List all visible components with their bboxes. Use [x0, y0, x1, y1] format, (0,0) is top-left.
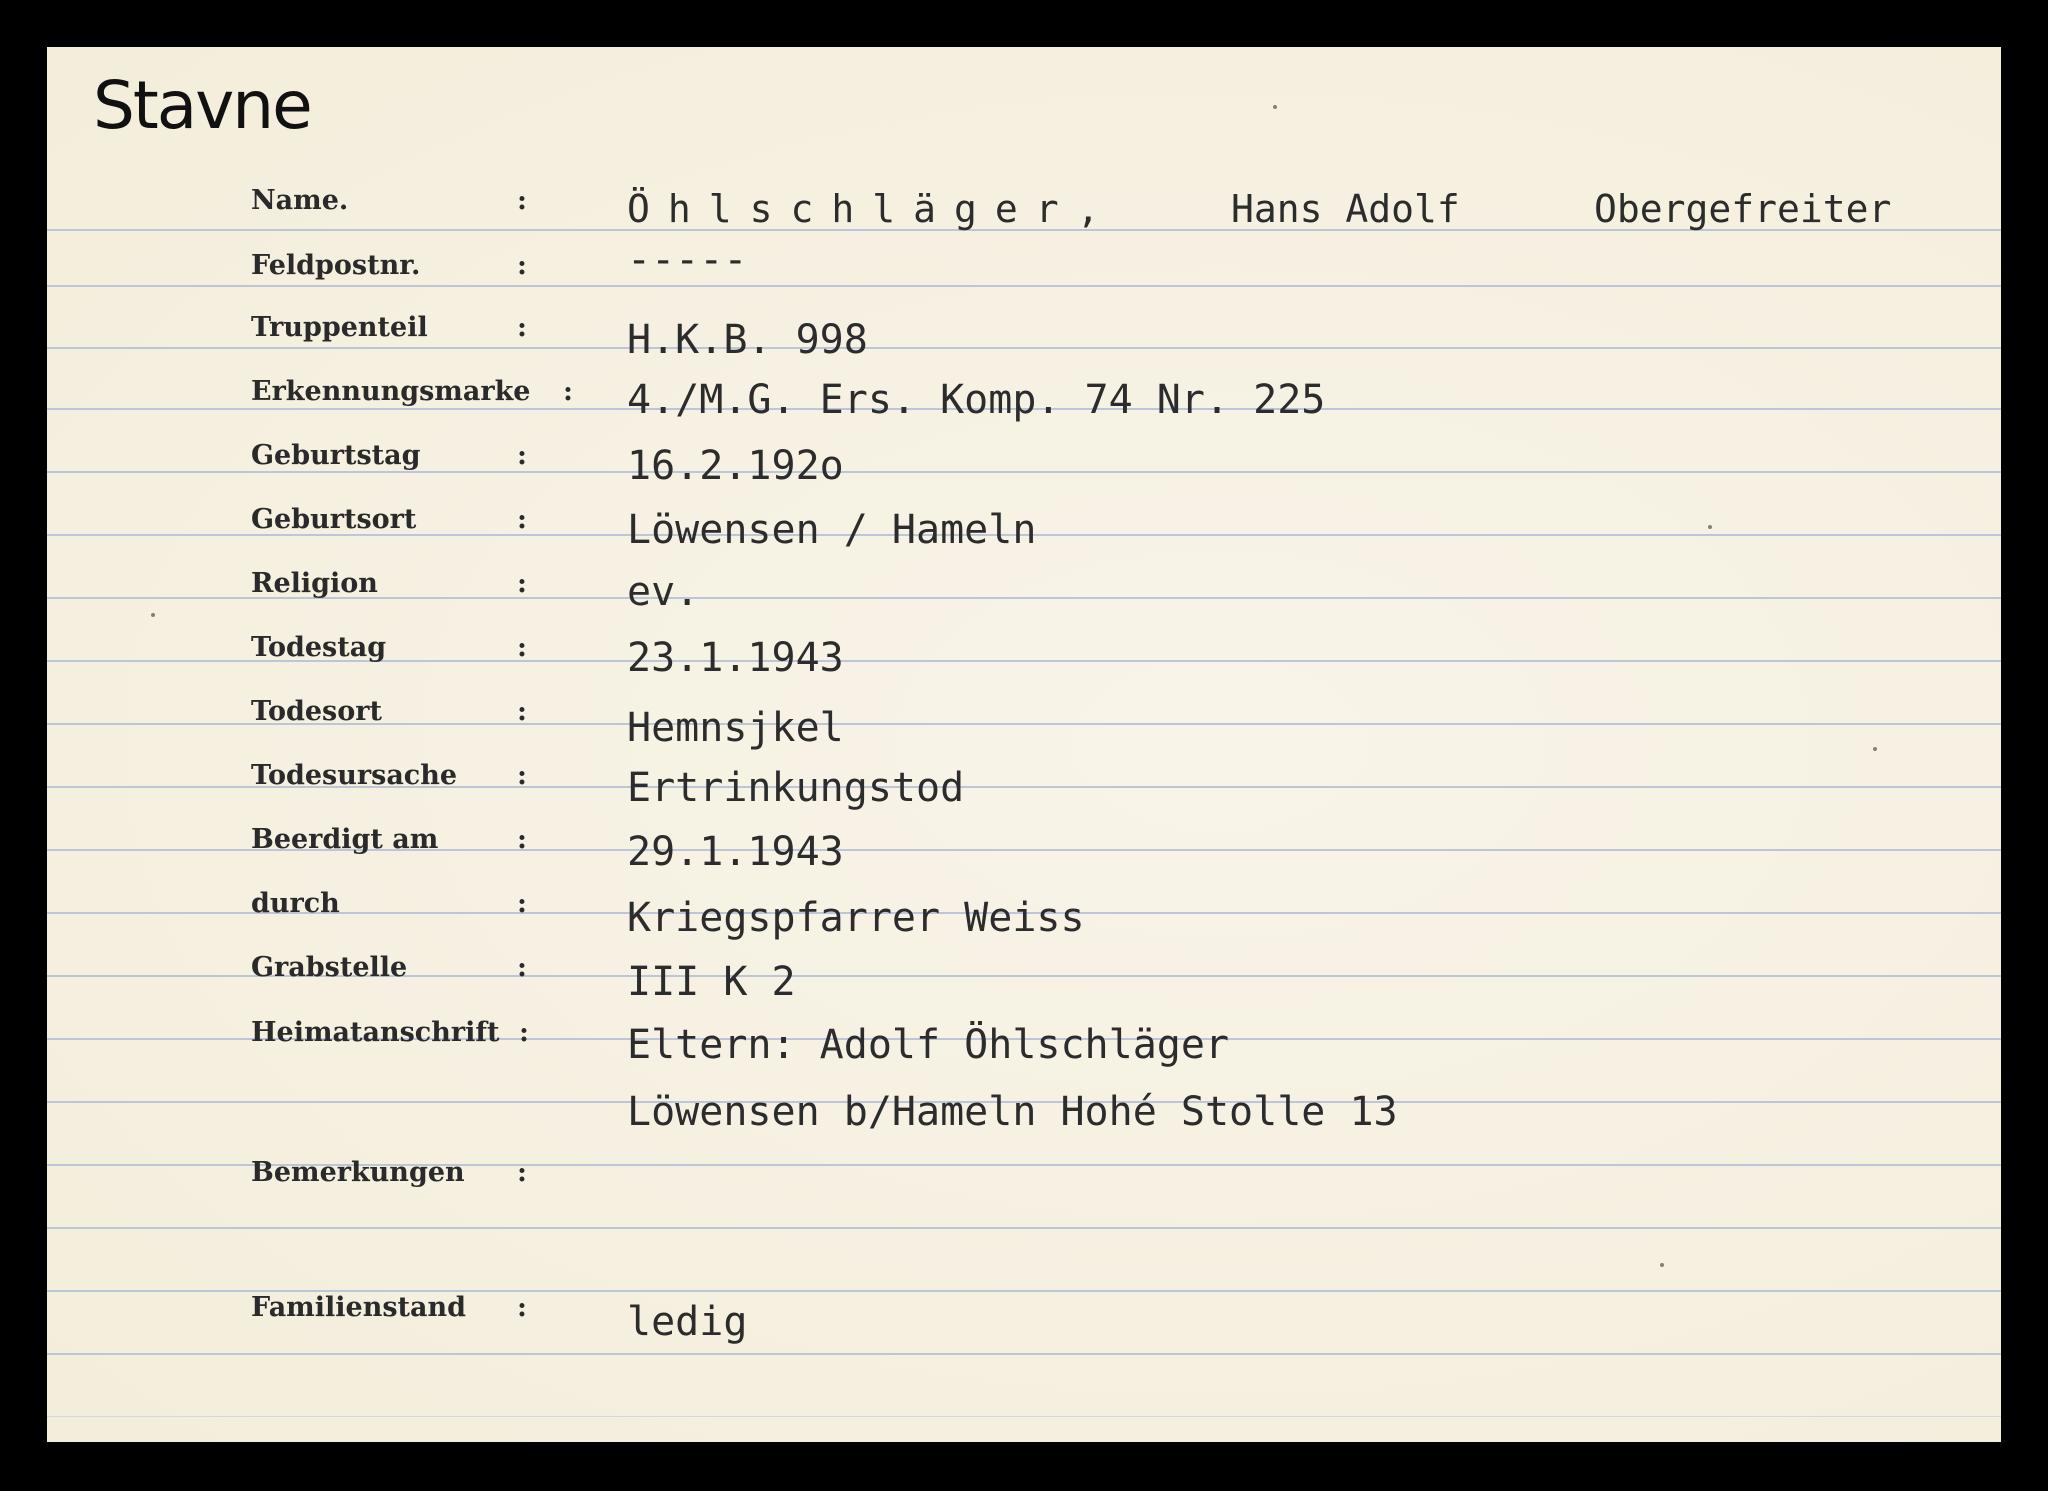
colon: : [517, 504, 527, 535]
value-todestag: 23.1.1943 [627, 635, 844, 681]
colon: : [517, 824, 527, 855]
colon: : [517, 1292, 527, 1323]
colon: : [517, 952, 527, 983]
label-todestag: Todestag [251, 632, 387, 663]
label-beerdigt-am: Beerdigt am [251, 824, 439, 855]
colon: : [517, 440, 527, 471]
value-geburtsort: Löwensen / Hameln [627, 507, 1037, 553]
speck [1273, 105, 1277, 109]
value-durch: Kriegspfarrer Weiss [627, 895, 1085, 941]
index-card [47, 47, 2001, 1442]
rule-line [47, 1416, 2001, 1417]
rule-line [47, 285, 2001, 287]
speck [1873, 747, 1877, 751]
value-given-names: Hans Adolf [1231, 187, 1460, 231]
label-geburtsort: Geburtsort [251, 504, 417, 535]
label-name: Name. [251, 185, 349, 216]
rule-line [47, 347, 2001, 349]
colon: : [517, 250, 527, 281]
colon: : [517, 312, 527, 343]
colon: : [517, 696, 527, 727]
label-geburtstag: Geburtstag [251, 440, 421, 471]
speck [151, 613, 155, 617]
label-durch: durch [251, 888, 340, 919]
colon: : [517, 632, 527, 663]
rule-line [47, 471, 2001, 473]
label-todesort: Todesort [251, 696, 382, 727]
value-heimatanschrift: Eltern: Adolf Öhlschläger [627, 1022, 1230, 1068]
speck [1660, 1263, 1664, 1267]
label-bemerkungen: Bemerkungen [251, 1157, 465, 1188]
speck [1708, 525, 1712, 529]
colon: : [517, 568, 527, 599]
label-religion: Religion [251, 568, 378, 599]
label-heimatanschrift: Heimatanschrift [251, 1017, 500, 1048]
label-familienstand: Familienstand [251, 1292, 467, 1323]
colon: : [517, 888, 527, 919]
value-familienstand: ledig [627, 1299, 748, 1345]
value-grabstelle: III K 2 [627, 959, 796, 1005]
value-rank: Obergefreiter [1594, 187, 1892, 231]
colon: : [517, 760, 527, 791]
label-erkennungsmarke: Erkennungsmarke [251, 376, 531, 407]
colon: : [563, 376, 573, 407]
colon: : [519, 1017, 529, 1048]
value-truppenteil: H.K.B. 998 [627, 317, 868, 363]
value-beerdigt-am: 29.1.1943 [627, 829, 844, 875]
value-surname: Öhlschläger, [627, 187, 1118, 231]
label-grabstelle: Grabstelle [251, 952, 408, 983]
value-religion: ev. [627, 569, 700, 615]
label-todesursache: Todesursache [251, 760, 458, 791]
place-stamp: Stavne [93, 67, 311, 144]
value-todesursache: Ertrinkungstod [627, 765, 965, 811]
value-feldpostnr: ----- [627, 237, 748, 283]
colon: : [517, 1157, 527, 1188]
colon: : [517, 185, 527, 216]
value-todesort: Hemnsjkel [627, 705, 844, 751]
label-truppenteil: Truppenteil [251, 312, 428, 343]
rule-line [47, 1353, 2001, 1355]
value-geburtstag: 16.2.192o [627, 443, 844, 489]
rule-line [47, 1227, 2001, 1229]
label-feldpostnr: Feldpostnr. [251, 250, 421, 281]
value-erkennungsmarke: 4./M.G. Ers. Komp. 74 Nr. 225 [627, 377, 1326, 423]
value-heimatanschrift-line2: Löwensen b/Hameln Hohé Stolle 13 [627, 1089, 1398, 1135]
